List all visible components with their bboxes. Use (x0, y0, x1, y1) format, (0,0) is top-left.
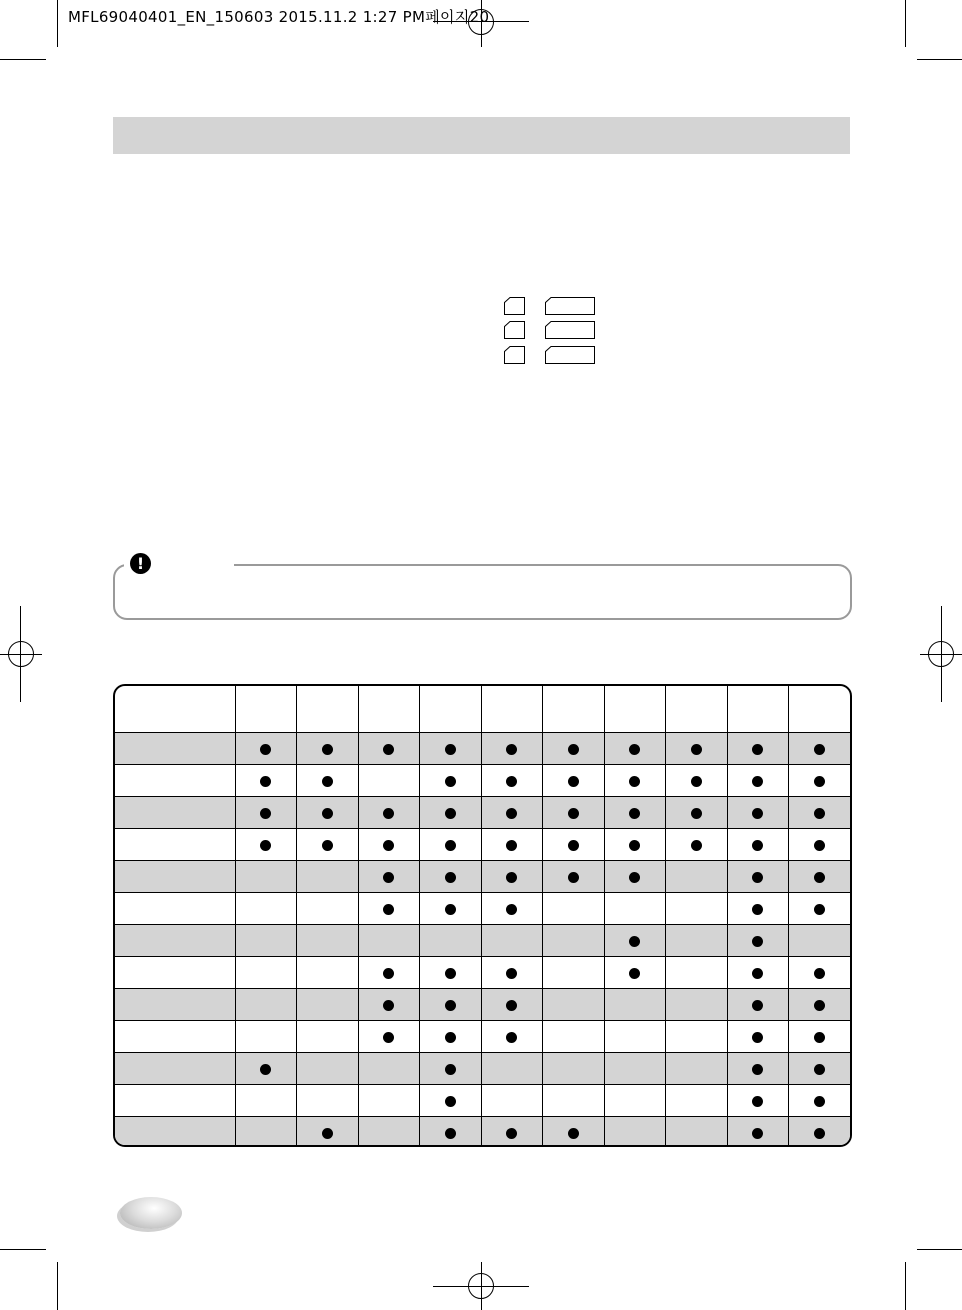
bullet-dot-icon (691, 808, 702, 819)
crop-mark (57, 0, 58, 47)
table-cell (481, 1085, 542, 1117)
table-row (115, 765, 850, 797)
bullet-dot-icon (814, 1000, 825, 1011)
header-cell (235, 686, 296, 733)
row-label-cell (115, 861, 235, 893)
bullet-dot-icon (506, 1128, 517, 1139)
bullet-dot-icon (506, 1032, 517, 1043)
section-title-bar (113, 117, 850, 154)
bullet-dot-icon (814, 968, 825, 979)
bullet-dot-icon (260, 744, 271, 755)
table-cell (296, 957, 358, 989)
table-cell (604, 1117, 665, 1148)
table-cell (665, 925, 727, 957)
bullet-dot-icon (445, 904, 456, 915)
table-cell (604, 893, 665, 925)
table-cell (358, 1117, 419, 1148)
bullet-dot-icon (445, 840, 456, 851)
table-cell (419, 1085, 481, 1117)
bullet-dot-icon (383, 968, 394, 979)
table-cell (604, 989, 665, 1021)
bullet-dot-icon (506, 744, 517, 755)
row-label-cell (115, 957, 235, 989)
bullet-dot-icon (629, 776, 640, 787)
header-cell (358, 686, 419, 733)
bullet-dot-icon (752, 776, 763, 787)
table-cell (542, 829, 604, 861)
table-row (115, 1117, 850, 1148)
row-label-cell (115, 829, 235, 861)
bullet-dot-icon (814, 744, 825, 755)
bullet-dot-icon (383, 1000, 394, 1011)
table-cell (235, 797, 296, 829)
row-label-cell (115, 1117, 235, 1148)
bullet-dot-icon (260, 808, 271, 819)
table-row (115, 957, 850, 989)
table-cell (604, 829, 665, 861)
table-cell (727, 733, 788, 765)
table-cell (481, 1053, 542, 1085)
bullet-dot-icon (629, 872, 640, 883)
table-cell (665, 1117, 727, 1148)
table-cell (542, 733, 604, 765)
registration-circle (928, 641, 954, 667)
table-cell (542, 861, 604, 893)
tag-small-icon (504, 346, 525, 364)
bullet-dot-icon (445, 1064, 456, 1075)
table-cell (665, 765, 727, 797)
table-cell (727, 797, 788, 829)
row-label-cell (115, 989, 235, 1021)
table-cell (542, 957, 604, 989)
bullet-dot-icon (445, 1000, 456, 1011)
table-cell (235, 765, 296, 797)
table-cell (481, 925, 542, 957)
bullet-dot-icon (568, 776, 579, 787)
header-cell (604, 686, 665, 733)
table-cell (788, 893, 850, 925)
table-cell (419, 957, 481, 989)
bullet-dot-icon (629, 840, 640, 851)
bullet-dot-icon (383, 872, 394, 883)
table-cell (542, 765, 604, 797)
table-cell (296, 765, 358, 797)
row-label-cell (115, 1085, 235, 1117)
table-cell (788, 1085, 850, 1117)
table-cell (604, 765, 665, 797)
registration-circle (468, 1273, 494, 1299)
bullet-dot-icon (691, 840, 702, 851)
table-cell (727, 957, 788, 989)
table-cell (481, 861, 542, 893)
table-row (115, 989, 850, 1021)
table-row (115, 733, 850, 765)
table-cell (419, 1117, 481, 1148)
table-cell (419, 861, 481, 893)
table-cell (296, 1117, 358, 1148)
bullet-dot-icon (445, 776, 456, 787)
row-label-cell (115, 893, 235, 925)
table-cell (358, 957, 419, 989)
bullet-dot-icon (814, 1096, 825, 1107)
header-cell (419, 686, 481, 733)
table-row (115, 1053, 850, 1085)
table-cell (358, 861, 419, 893)
bullet-dot-icon (383, 808, 394, 819)
table-cell (604, 1021, 665, 1053)
table-cell (235, 1021, 296, 1053)
table-cell (235, 1053, 296, 1085)
bullet-dot-icon (322, 840, 333, 851)
table-cell (665, 797, 727, 829)
table-cell (296, 893, 358, 925)
table-cell (604, 1085, 665, 1117)
bullet-dot-icon (260, 1064, 271, 1075)
table-cell (235, 989, 296, 1021)
bullet-dot-icon (814, 808, 825, 819)
header-cell (296, 686, 358, 733)
crop-mark (905, 1262, 906, 1310)
table-cell (788, 765, 850, 797)
registration-circle (8, 641, 34, 667)
bullet-dot-icon (814, 1064, 825, 1075)
table-cell (419, 733, 481, 765)
table-cell (542, 1085, 604, 1117)
table-cell (235, 733, 296, 765)
row-label-cell (115, 733, 235, 765)
table-cell (604, 925, 665, 957)
header-cell (542, 686, 604, 733)
crop-mark (57, 1262, 58, 1310)
table-cell (665, 989, 727, 1021)
bullet-dot-icon (752, 1000, 763, 1011)
table-row (115, 893, 850, 925)
table-cell (235, 957, 296, 989)
bullet-dot-icon (752, 840, 763, 851)
bullet-dot-icon (752, 808, 763, 819)
table-cell (665, 829, 727, 861)
bullet-dot-icon (752, 744, 763, 755)
exclamation-icon: ! (130, 553, 151, 574)
bullet-dot-icon (445, 1096, 456, 1107)
table-cell (296, 797, 358, 829)
table-cell (296, 733, 358, 765)
table-cell (788, 925, 850, 957)
table-cell (727, 829, 788, 861)
crop-mark (905, 0, 906, 47)
header-cell (665, 686, 727, 733)
table-cell (358, 1021, 419, 1053)
bullet-dot-icon (752, 1032, 763, 1043)
table-cell (481, 1117, 542, 1148)
table-cell (788, 797, 850, 829)
table-cell (235, 829, 296, 861)
table-cell (296, 1085, 358, 1117)
table-grid (115, 686, 850, 1147)
table-cell (542, 1053, 604, 1085)
table-cell (542, 925, 604, 957)
table-cell (542, 1117, 604, 1148)
bullet-dot-icon (814, 872, 825, 883)
bullet-dot-icon (752, 936, 763, 947)
table-cell (296, 1053, 358, 1085)
bullet-dot-icon (506, 904, 517, 915)
header-cell (727, 686, 788, 733)
bullet-dot-icon (752, 1064, 763, 1075)
table-cell (358, 989, 419, 1021)
bullet-dot-icon (445, 1128, 456, 1139)
table-row (115, 1021, 850, 1053)
table-cell (296, 861, 358, 893)
table-cell (235, 861, 296, 893)
table-cell (665, 861, 727, 893)
table-row (115, 829, 850, 861)
bullet-dot-icon (752, 872, 763, 883)
table-cell (358, 797, 419, 829)
crop-mark (0, 1249, 46, 1250)
table-cell (419, 797, 481, 829)
table-cell (358, 925, 419, 957)
bullet-dot-icon (691, 776, 702, 787)
table-cell (788, 861, 850, 893)
table-cell (727, 989, 788, 1021)
table-cell (604, 957, 665, 989)
header-cell (115, 686, 235, 733)
bullet-dot-icon (383, 744, 394, 755)
table-cell (604, 733, 665, 765)
tag-small-icon (504, 321, 525, 339)
row-label-cell (115, 765, 235, 797)
table-row (115, 861, 850, 893)
bullet-dot-icon (814, 1128, 825, 1139)
table-row (115, 797, 850, 829)
table-cell (542, 893, 604, 925)
crop-mark (0, 59, 46, 60)
table-cell (542, 1021, 604, 1053)
table-cell (419, 1053, 481, 1085)
table-cell (788, 1021, 850, 1053)
table-cell (727, 1085, 788, 1117)
table-row (115, 925, 850, 957)
tag-small-icon (504, 297, 525, 315)
bullet-dot-icon (629, 808, 640, 819)
bullet-dot-icon (506, 840, 517, 851)
bullet-dot-icon (445, 808, 456, 819)
bullet-dot-icon (568, 1128, 579, 1139)
table-cell (296, 989, 358, 1021)
bullet-dot-icon (322, 776, 333, 787)
table-cell (419, 829, 481, 861)
bullet-dot-icon (260, 776, 271, 787)
bullet-dot-icon (506, 872, 517, 883)
bullet-dot-icon (445, 968, 456, 979)
tag-large-icon (545, 321, 595, 339)
table-row (115, 1085, 850, 1117)
table-cell (788, 957, 850, 989)
bullet-dot-icon (383, 1032, 394, 1043)
table-cell (788, 733, 850, 765)
bullet-dot-icon (629, 744, 640, 755)
table-cell (358, 829, 419, 861)
bullet-dot-icon (752, 904, 763, 915)
table-cell (481, 765, 542, 797)
table-cell (481, 1021, 542, 1053)
table-cell (727, 1053, 788, 1085)
table-cell (419, 925, 481, 957)
bullet-dot-icon (629, 968, 640, 979)
table-cell (235, 893, 296, 925)
table-cell (542, 797, 604, 829)
page-number-oval (120, 1197, 182, 1229)
bullet-dot-icon (506, 968, 517, 979)
table-cell (727, 1021, 788, 1053)
row-label-cell (115, 1053, 235, 1085)
bullet-dot-icon (752, 1128, 763, 1139)
crop-mark (917, 1249, 962, 1250)
bullet-dot-icon (814, 1032, 825, 1043)
bullet-dot-icon (568, 744, 579, 755)
table-cell (419, 989, 481, 1021)
table-cell (788, 1053, 850, 1085)
table-cell (788, 829, 850, 861)
table-cell (481, 989, 542, 1021)
bullet-dot-icon (814, 904, 825, 915)
bullet-dot-icon (814, 840, 825, 851)
table-cell (727, 1117, 788, 1148)
table-cell (665, 733, 727, 765)
table-cell (481, 893, 542, 925)
row-label-cell (115, 797, 235, 829)
bullet-dot-icon (568, 840, 579, 851)
row-label-cell (115, 1021, 235, 1053)
bullet-dot-icon (506, 808, 517, 819)
bullet-dot-icon (568, 808, 579, 819)
bullet-dot-icon (752, 1096, 763, 1107)
table-cell (358, 1053, 419, 1085)
table-cell (727, 861, 788, 893)
table-header-row (115, 686, 850, 733)
bullet-dot-icon (260, 840, 271, 851)
compatibility-table (113, 684, 852, 1147)
bullet-dot-icon (383, 840, 394, 851)
table-cell (296, 829, 358, 861)
table-cell (358, 1085, 419, 1117)
bullet-dot-icon (506, 776, 517, 787)
bullet-dot-icon (322, 1128, 333, 1139)
header-cell (788, 686, 850, 733)
bullet-dot-icon (506, 1000, 517, 1011)
table-cell (788, 989, 850, 1021)
bullet-dot-icon (629, 936, 640, 947)
tag-large-icon (545, 297, 595, 315)
note-box (113, 564, 852, 620)
bullet-dot-icon (752, 968, 763, 979)
table-cell (727, 765, 788, 797)
table-cell (358, 765, 419, 797)
table-cell (235, 1117, 296, 1148)
bullet-dot-icon (445, 872, 456, 883)
table-cell (665, 893, 727, 925)
bullet-dot-icon (445, 744, 456, 755)
bullet-dot-icon (383, 904, 394, 915)
bullet-dot-icon (445, 1032, 456, 1043)
table-cell (665, 1085, 727, 1117)
table-cell (481, 797, 542, 829)
table-cell (419, 765, 481, 797)
table-cell (604, 861, 665, 893)
bullet-dot-icon (322, 744, 333, 755)
table-cell (542, 989, 604, 1021)
tag-large-icon (545, 346, 595, 364)
table-cell (727, 925, 788, 957)
table-cell (419, 1021, 481, 1053)
table-cell (788, 1117, 850, 1148)
table-cell (481, 829, 542, 861)
table-cell (358, 893, 419, 925)
print-header: MFL69040401_EN_150603 2015.11.2 1:27 PM페이지20 (68, 8, 490, 26)
table-cell (296, 1021, 358, 1053)
table-cell (481, 733, 542, 765)
table-cell (665, 1021, 727, 1053)
table-cell (604, 797, 665, 829)
table-cell (235, 925, 296, 957)
table-cell (604, 1053, 665, 1085)
header-cell (481, 686, 542, 733)
table-cell (665, 957, 727, 989)
table-cell (665, 1053, 727, 1085)
bullet-dot-icon (322, 808, 333, 819)
table-cell (481, 957, 542, 989)
table-cell (727, 893, 788, 925)
table-cell (419, 893, 481, 925)
table-cell (235, 1085, 296, 1117)
crop-mark (917, 59, 962, 60)
table-cell (296, 925, 358, 957)
row-label-cell (115, 925, 235, 957)
bullet-dot-icon (814, 776, 825, 787)
bullet-dot-icon (568, 872, 579, 883)
table-cell (358, 733, 419, 765)
bullet-dot-icon (691, 744, 702, 755)
